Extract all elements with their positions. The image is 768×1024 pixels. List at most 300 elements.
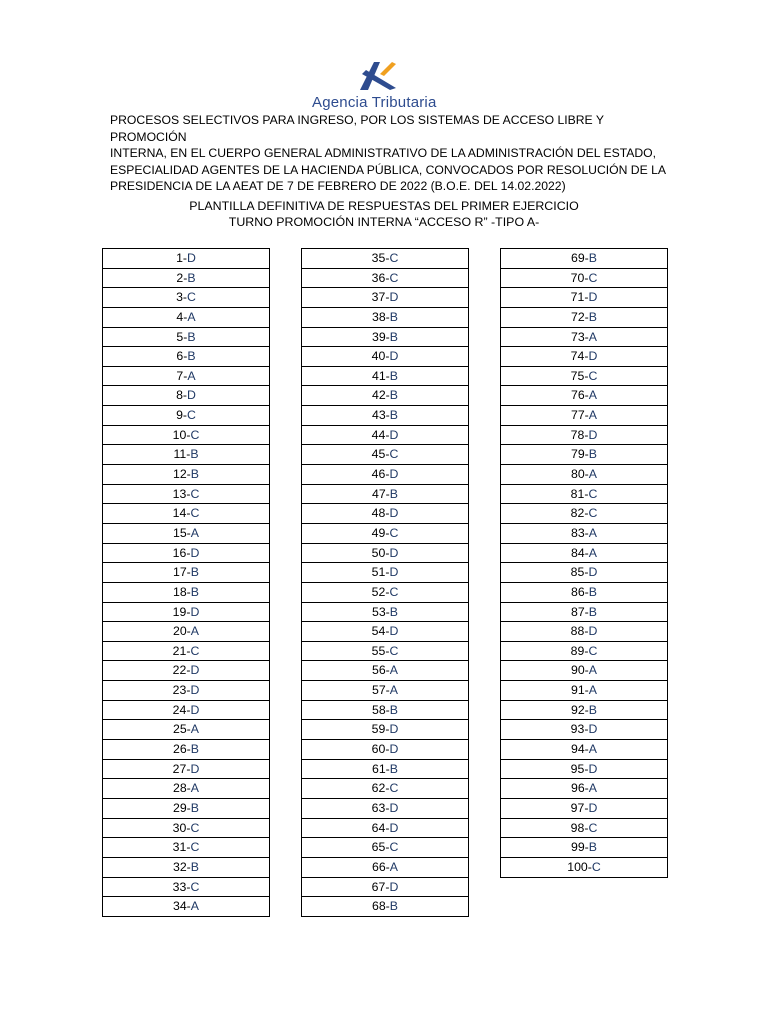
answer-cell (102, 622, 270, 642)
answer-letter: C (190, 840, 200, 855)
answer-cell (500, 622, 668, 642)
question-number: 91- (571, 683, 589, 698)
question-number: 96- (571, 781, 589, 796)
answer-cell (301, 269, 469, 289)
answer-cell (500, 328, 668, 348)
answer-letter: A (187, 368, 196, 383)
question-number: 58- (372, 702, 390, 717)
answer-letter: D (190, 683, 200, 698)
answer-cell (301, 819, 469, 839)
answer-cell (500, 720, 668, 740)
answer-letter: D (389, 506, 399, 521)
answer-letter: C (588, 506, 598, 521)
answer-cell (301, 720, 469, 740)
answer-letter: A (588, 388, 597, 403)
answer-letter: A (588, 525, 597, 540)
logo-mark-icon (356, 60, 398, 92)
answer-letter: C (190, 643, 200, 658)
answer-cell (102, 583, 270, 603)
answer-letter: C (588, 486, 598, 501)
answer-letter: B (588, 309, 597, 324)
question-number: 20- (173, 624, 191, 639)
question-number: 60- (371, 742, 390, 757)
answer-letter: A (588, 663, 597, 678)
answer-cell (500, 563, 668, 583)
question-number: 34- (173, 899, 191, 914)
agencia-tributaria-logo (312, 60, 472, 116)
question-number: 99- (571, 840, 589, 855)
answer-letter: B (190, 800, 199, 815)
answer-cell (301, 642, 469, 662)
question-number: 42- (372, 388, 390, 403)
answer-cell (301, 386, 469, 406)
answer-letter: C (389, 584, 399, 599)
question-number: 71- (570, 290, 589, 305)
question-number: 66- (372, 859, 390, 874)
answer-letter: C (389, 840, 399, 855)
question-number: 16- (172, 545, 191, 560)
question-number: 84- (571, 545, 589, 560)
answer-cell (301, 661, 469, 681)
answer-cell (301, 681, 469, 701)
answer-cell (301, 406, 469, 426)
document-header (110, 112, 670, 195)
question-number: 100- (567, 859, 592, 874)
question-number: 27- (172, 761, 191, 776)
answer-letter: D (190, 545, 200, 560)
question-number: 30- (172, 820, 191, 835)
answer-letter: B (187, 349, 196, 364)
answer-cell (102, 897, 270, 917)
answer-letter: B (389, 702, 398, 717)
answer-cell (102, 524, 270, 544)
question-number: 62- (371, 781, 390, 796)
answer-cell (102, 563, 270, 583)
answer-cell (500, 426, 668, 446)
answer-cell (500, 485, 668, 505)
answer-letter: C (389, 781, 399, 796)
answer-cell (500, 701, 668, 721)
question-number: 63- (371, 800, 390, 815)
answer-letter: A (588, 467, 597, 482)
answer-letter: D (190, 702, 200, 717)
answer-letter: A (190, 624, 199, 639)
question-number: 74- (570, 349, 589, 364)
question-number: 41- (372, 368, 390, 383)
answer-cell (301, 563, 469, 583)
answer-letter: D (190, 761, 200, 776)
document-subtitle (110, 198, 658, 230)
question-number: 92- (571, 702, 589, 717)
answer-letter: A (190, 781, 199, 796)
answer-letter: B (389, 309, 398, 324)
answer-cell (102, 681, 270, 701)
answer-cell (301, 622, 469, 642)
answer-cell (500, 445, 668, 465)
answer-letter: B (190, 467, 199, 482)
answer-cell (102, 603, 270, 623)
question-number: 70- (570, 270, 589, 285)
question-number: 82- (570, 506, 589, 521)
question-number: 1- (176, 251, 188, 265)
question-number: 44- (371, 427, 390, 442)
question-number: 59- (371, 722, 390, 737)
answer-letter: B (190, 447, 199, 462)
answer-cell (301, 347, 469, 367)
answer-cell (301, 465, 469, 485)
question-number: 46- (371, 467, 390, 482)
answer-letter: A (389, 859, 398, 874)
question-number: 36- (371, 270, 390, 285)
question-number: 40- (371, 349, 390, 364)
question-number: 67- (371, 879, 390, 894)
question-number: 24- (172, 702, 191, 717)
question-number: 22- (172, 663, 191, 678)
answer-cell (102, 642, 270, 662)
question-number: 13- (172, 486, 191, 501)
question-number: 69- (571, 251, 589, 265)
question-number: 90- (571, 663, 589, 678)
answer-cell (500, 661, 668, 681)
answer-cell (102, 661, 270, 681)
answer-letter: B (190, 742, 199, 757)
question-number: 75- (570, 368, 589, 383)
answer-letter: B (389, 388, 398, 403)
answer-cell (301, 445, 469, 465)
answer-cell (102, 799, 270, 819)
answer-cell (102, 367, 270, 387)
question-number: 5- (176, 329, 188, 344)
answer-letter: C (389, 525, 399, 540)
answer-cell (301, 858, 469, 878)
answer-cell (102, 760, 270, 780)
answer-letter: D (187, 251, 196, 265)
answers-column-1 (102, 248, 270, 917)
answer-cell (500, 386, 668, 406)
question-number: 15- (173, 525, 191, 540)
answer-letter: D (389, 624, 399, 639)
question-number: 6- (176, 349, 188, 364)
answer-cell (301, 328, 469, 348)
answer-letter: D (588, 565, 598, 580)
answer-letter: D (190, 663, 200, 678)
answer-cell (102, 288, 270, 308)
answer-letter: B (588, 604, 597, 619)
header-line: ESPECIALIDAD AGENTES DE LA HACIENDA PÚBLICA, CONVOCADOS POR RESOLUCIÓN DE LA (110, 162, 667, 177)
answer-cell (301, 367, 469, 387)
answer-letter: C (190, 879, 200, 894)
question-number: 25- (173, 722, 191, 737)
answer-letter: B (190, 584, 199, 599)
answer-cell (500, 740, 668, 760)
answer-letter: C (187, 290, 196, 305)
answer-letter: B (588, 584, 597, 599)
answer-letter: B (389, 408, 398, 423)
answer-cell (301, 701, 469, 721)
answer-cell (102, 269, 270, 289)
question-number: 38- (372, 309, 390, 324)
question-number: 76- (571, 388, 589, 403)
answer-letter: A (190, 899, 199, 914)
answer-cell (301, 799, 469, 819)
answers-column-2 (301, 248, 469, 917)
answer-letter: D (588, 349, 598, 364)
question-number: 2- (176, 270, 188, 285)
question-number: 29- (173, 800, 191, 815)
question-number: 89- (570, 643, 589, 658)
question-number: 79- (571, 447, 589, 462)
answer-cell (500, 603, 668, 623)
answer-cell (500, 544, 668, 564)
question-number: 68- (372, 899, 390, 914)
question-number: 18- (173, 584, 191, 599)
answer-cell (500, 367, 668, 387)
answer-letter: C (588, 368, 598, 383)
answer-letter: D (588, 427, 598, 442)
answer-cell (301, 838, 469, 858)
answer-letter: A (588, 545, 597, 560)
answer-cell (500, 465, 668, 485)
answer-letter: C (389, 251, 399, 265)
answer-cell (102, 347, 270, 367)
answer-cell (102, 386, 270, 406)
question-number: 56- (372, 663, 390, 678)
answer-cell (301, 308, 469, 328)
answer-cell (500, 269, 668, 289)
answer-cell (500, 248, 668, 269)
question-number: 8- (176, 388, 188, 403)
answer-cell (102, 740, 270, 760)
answer-cell (500, 524, 668, 544)
question-number: 26- (173, 742, 191, 757)
answer-cell (500, 583, 668, 603)
answer-cell (102, 819, 270, 839)
answer-letter: B (389, 899, 398, 914)
answer-letter: D (389, 800, 399, 815)
answer-cell (102, 878, 270, 898)
answer-letter: A (187, 309, 196, 324)
question-number: 81- (570, 486, 589, 501)
question-number: 94- (571, 742, 589, 757)
answer-cell (301, 603, 469, 623)
question-number: 4- (176, 309, 188, 324)
question-number: 21- (172, 643, 191, 658)
answer-cell (102, 779, 270, 799)
question-number: 98- (570, 820, 589, 835)
question-number: 93- (570, 722, 589, 737)
header-line: INTERNA, EN EL CUERPO GENERAL ADMINISTRATIVO DE LA ADMINISTRACIÓN DEL ESTADO, (110, 146, 657, 160)
question-number: 12- (173, 467, 191, 482)
answer-cell (102, 504, 270, 524)
question-number: 37- (371, 290, 390, 305)
answer-letter: C (588, 643, 598, 658)
answer-cell (301, 779, 469, 799)
answer-letter: D (389, 349, 399, 364)
question-number: 52- (371, 584, 390, 599)
answer-cell (102, 328, 270, 348)
question-number: 39- (372, 329, 390, 344)
answer-letter: A (389, 663, 398, 678)
answer-cell (102, 838, 270, 858)
answer-cell (500, 858, 668, 878)
answer-letter: B (187, 329, 196, 344)
answer-letter: C (190, 506, 200, 521)
answer-letter: C (190, 427, 200, 442)
answer-letter: A (588, 329, 597, 344)
answer-letter: D (588, 761, 598, 776)
question-number: 19- (172, 604, 191, 619)
question-number: 43- (372, 408, 390, 423)
answer-letter: C (591, 859, 601, 874)
answer-cell (500, 642, 668, 662)
answer-cell (500, 838, 668, 858)
question-number: 73- (571, 329, 589, 344)
answer-cell (301, 524, 469, 544)
question-number: 55- (371, 643, 390, 658)
answer-cell (301, 504, 469, 524)
answer-cell (301, 485, 469, 505)
question-number: 11- (173, 447, 191, 462)
logo-text: Agencia Tributaria (312, 94, 437, 111)
question-number: 28- (173, 781, 191, 796)
answer-letter: C (190, 820, 200, 835)
question-number: 7- (176, 368, 188, 383)
question-number: 49- (371, 525, 390, 540)
question-number: 88- (570, 624, 589, 639)
answer-letter: C (389, 270, 399, 285)
question-number: 61- (372, 761, 390, 776)
answer-letter: D (389, 427, 399, 442)
question-number: 32- (173, 859, 191, 874)
answer-letter: B (588, 840, 597, 855)
question-number: 87- (571, 604, 589, 619)
answer-letter: B (588, 251, 597, 265)
question-number: 57- (372, 683, 390, 698)
answer-cell (102, 406, 270, 426)
answer-letter: A (588, 408, 597, 423)
question-number: 54- (371, 624, 390, 639)
answer-cell (102, 248, 270, 269)
answer-cell (102, 485, 270, 505)
answer-letter: C (389, 447, 399, 462)
answer-letter: D (588, 624, 598, 639)
question-number: 78- (570, 427, 589, 442)
answer-cell (301, 426, 469, 446)
answer-cell (301, 760, 469, 780)
answer-cell (301, 288, 469, 308)
answer-letter: D (389, 742, 399, 757)
question-number: 80- (571, 467, 589, 482)
answer-letter: B (389, 604, 398, 619)
answer-letter: D (187, 388, 196, 403)
answer-letter: D (389, 290, 399, 305)
answer-letter: D (588, 290, 598, 305)
answer-cell (301, 740, 469, 760)
answer-cell (500, 819, 668, 839)
question-number: 35- (371, 251, 390, 265)
question-number: 23- (172, 683, 191, 698)
answer-cell (102, 720, 270, 740)
answer-letter: D (588, 800, 598, 815)
answer-cell (102, 544, 270, 564)
question-number: 65- (371, 840, 390, 855)
answer-cell (102, 858, 270, 878)
question-number: 50- (371, 545, 390, 560)
answers-column-3 (500, 248, 668, 878)
question-number: 83- (571, 525, 589, 540)
answer-cell (301, 544, 469, 564)
answer-cell (102, 465, 270, 485)
answer-cell (301, 248, 469, 269)
answer-letter: A (190, 525, 199, 540)
answer-cell (500, 681, 668, 701)
answer-letter: A (588, 781, 597, 796)
answer-cell (500, 288, 668, 308)
answer-cell (500, 406, 668, 426)
header-line: PRESIDENCIA DE LA AEAT DE 7 DE FEBRERO DE 2022 (B.O.E. DEL 14.02.2022) (110, 179, 566, 193)
subtitle-line-1: PLANTILLA DEFINITIVA DE RESPUESTAS DEL PRIMER EJERCICIO (189, 199, 579, 213)
answer-letter: C (187, 408, 196, 423)
answer-letter: D (389, 467, 399, 482)
answer-cell (500, 779, 668, 799)
answer-letter: B (389, 368, 398, 383)
answer-letter: D (190, 604, 200, 619)
answer-cell (102, 308, 270, 328)
question-number: 33- (172, 879, 191, 894)
answer-cell (301, 897, 469, 917)
answer-letter: B (588, 447, 597, 462)
answer-letter: B (389, 761, 398, 776)
question-number: 72- (571, 309, 589, 324)
answer-letter: A (389, 683, 398, 698)
question-number: 51- (371, 565, 390, 580)
answer-letter: D (389, 879, 399, 894)
answer-letter: C (588, 270, 598, 285)
answer-letter: A (588, 683, 597, 698)
answer-letter: B (389, 329, 398, 344)
answer-cell (102, 445, 270, 465)
question-number: 64- (371, 820, 390, 835)
question-number: 10- (172, 427, 191, 442)
answer-letter: C (389, 643, 399, 658)
answer-letter: D (389, 545, 399, 560)
header-line: PROCESOS SELECTIVOS PARA INGRESO, POR LOS SISTEMAS DE ACCESO LIBRE Y PROMOCIÓN (110, 113, 604, 144)
answer-letter: B (389, 486, 398, 501)
answer-cell (102, 426, 270, 446)
answer-cell (500, 347, 668, 367)
question-number: 86- (571, 584, 589, 599)
answer-letter: C (588, 820, 598, 835)
question-number: 95- (570, 761, 589, 776)
question-number: 3- (176, 290, 188, 305)
question-number: 9- (176, 408, 188, 423)
answer-letter: D (389, 820, 399, 835)
subtitle-line-2: TURNO PROMOCIÓN INTERNA “ACCESO R” -TIPO A- (228, 215, 540, 229)
question-number: 53- (372, 604, 390, 619)
question-number: 45- (371, 447, 390, 462)
answer-letter: D (588, 722, 598, 737)
answer-letter: C (190, 486, 200, 501)
question-number: 31- (172, 840, 191, 855)
answer-cell (301, 878, 469, 898)
answer-cell (500, 760, 668, 780)
answer-letter: D (389, 722, 399, 737)
question-number: 85- (570, 565, 589, 580)
answer-letter: A (190, 722, 199, 737)
answer-letter: B (190, 565, 199, 580)
answer-cell (301, 583, 469, 603)
question-number: 97- (570, 800, 589, 815)
